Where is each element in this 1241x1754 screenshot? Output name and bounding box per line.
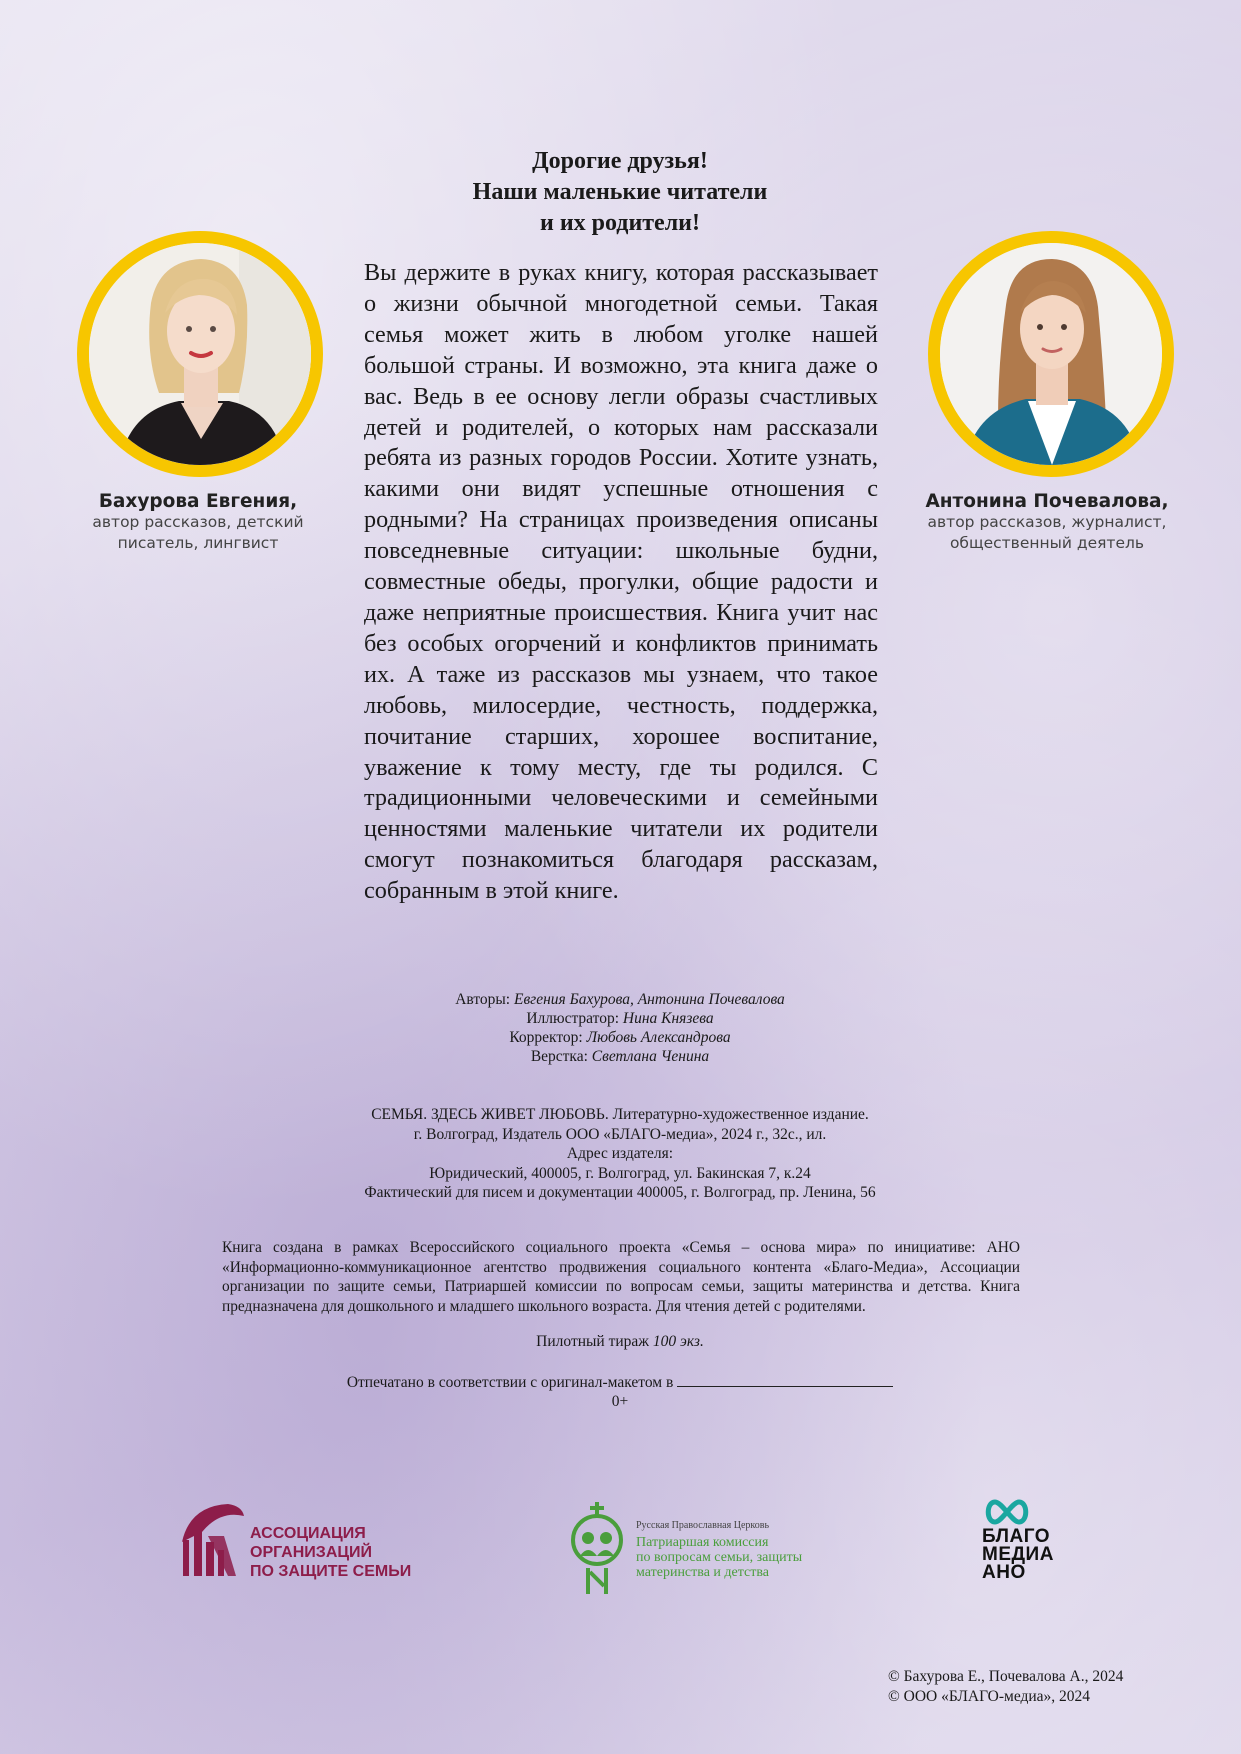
credit-value: Светлана Ченина (591, 1048, 710, 1065)
logo-patriarchal-commission (568, 1500, 828, 1598)
credit-value: Любовь Александрова (586, 1029, 731, 1046)
credit-corrector (320, 1028, 920, 1047)
imprint-line-5: Фактический для писем и документации 400005, г. Волгоград, пр. Ленина, 56 (364, 1184, 876, 1201)
commission-line-1: Патриаршая комиссия (636, 1535, 769, 1550)
author-name: Бахурова Евгения, (98, 491, 298, 512)
credit-label: Корректор: (509, 1029, 583, 1046)
credit-authors (320, 990, 920, 1009)
copyright-line-1: © Бахурова Е., Почевалова А., 2024 (888, 1668, 1124, 1685)
author-card-bakhurova (60, 491, 336, 554)
credit-label: Авторы: (455, 991, 511, 1008)
umbrella-family-icon (180, 1502, 246, 1578)
printed-text: Отпечатано в соответствии с оригинал-макетом в (346, 1374, 674, 1391)
project-text: Книга создана в рамках Всероссийского социального проекта «Семья – основа мира» по инициативе: АНО «Информационно-коммуникационное агентство продвижения социального контента «Благо-Медиа», Ассоциации организации по защите семьи, Патриаршей комиссии по вопросам семьи, защиты материнства и детства. Книга предназначена для дошкольного и младшего школьного возраста. Для чтения детей с родителями. (222, 1239, 1020, 1315)
blago-line-2: МЕДИА (982, 1544, 1054, 1565)
blago-media-name (982, 1528, 1054, 1582)
age-rating: 0+ (611, 1393, 629, 1410)
intro-text: Вы держите в руках книгу, которая рассказывает о жизни обычной многодетной семьи. Такая семья может жить в любом уголке нашей большой страны. И возможно, эта книга даже о вас. Ведь в ее основу легли образы счастливых детей и родителей, о которых нам рассказали ребята из разных городов России. Хотите узнать, какими они видят успешные отношения с родными? На страницах произведения описаны повседневные ситуации: школьные будни, совместные обеды, прогулки, общие радости и даже неприятные происшествия. Книга учит нас без особых огорчений и конфликтов принимать их. А таже из рассказов мы узнаем, что такое любовь, милосердие, честность, поддержка, почитание старших, хорошее воспитание, уважение к тому месту, где ты родился. С традиционными человеческими и семейными ценностями маленькие читатели их родители смогут познакомиться благодаря рассказам, собранным в этой книге. (364, 259, 878, 905)
page-heading (420, 146, 820, 239)
print-run-label: Пилотный тираж (536, 1333, 650, 1350)
author-name: Антонина Почевалова, (925, 491, 1169, 512)
logo-blago-media (980, 1498, 1070, 1583)
church-name: Русская Православная Церковь (636, 1520, 770, 1531)
author-photo-pochevalova (928, 231, 1174, 477)
print-run (320, 1333, 920, 1351)
credits-block (320, 990, 920, 1066)
infinity-icon (982, 1498, 1032, 1526)
author-role-line-1: автор рассказов, детский (92, 513, 304, 531)
blago-line-3: АНО (982, 1562, 1026, 1583)
imprint-line-3: Адрес издателя: (566, 1145, 674, 1162)
author-role-line-2: общественный деятель (949, 534, 1145, 552)
blank-line (677, 1372, 893, 1387)
credit-label: Иллюстратор: (526, 1010, 620, 1027)
imprint-block (270, 1105, 970, 1203)
author-card-pochevalova (908, 491, 1186, 554)
commission-line-3: материнства и детства (636, 1565, 769, 1580)
imprint-line-2: г. Волгоград, Издатель ООО «БЛАГО-медиа», 2024 г., 32с., ил. (413, 1125, 827, 1143)
copyright-block (888, 1667, 1188, 1707)
commission-name (636, 1535, 802, 1580)
print-run-value: 100 экз. (652, 1333, 704, 1350)
heading-line-2: Наши маленькие читатели (472, 179, 768, 205)
copyright-line-2: © ООО «БЛАГО-медиа», 2024 (888, 1688, 1091, 1705)
association-line-3: ПО ЗАЩИТЕ СЕМЬИ (250, 1563, 412, 1580)
association-line-2: ОРГАНИЗАЦИЙ (250, 1544, 373, 1561)
author-photo-bakhurova (77, 231, 323, 477)
credit-label: Верстка: (530, 1048, 588, 1065)
commission-line-2: по вопросам семьи, защиты (636, 1550, 803, 1565)
association-line-1: АССОЦИАЦИЯ (250, 1525, 366, 1542)
heading-line-3: и их родители! (539, 210, 700, 236)
author-role-line-1: автор рассказов, журналист, (927, 513, 1167, 531)
heading-line-1: Дорогие друзья! (532, 148, 708, 174)
credit-value: Евгения Бахурова, Антонина Почевалова (513, 991, 785, 1008)
logo-association (180, 1502, 410, 1582)
association-name (250, 1524, 411, 1581)
credit-value: Нина Князева (622, 1010, 714, 1027)
imprint-line-1: СЕМЬЯ. ЗДЕСЬ ЖИВЕТ ЛЮБОВЬ. Литературно-художественное издание. (371, 1106, 869, 1123)
imprint-line-4: Юридический, 400005, г. Волгоград, ул. Бакинская 7, к.24 (429, 1164, 811, 1182)
credit-layout (320, 1047, 920, 1066)
blago-line-1: БЛАГО (982, 1526, 1051, 1547)
church-emblem-icon (568, 1500, 628, 1596)
author-role-line-2: писатель, лингвист (117, 534, 279, 552)
credit-illustrator (320, 1009, 920, 1028)
printed-note (270, 1372, 970, 1411)
